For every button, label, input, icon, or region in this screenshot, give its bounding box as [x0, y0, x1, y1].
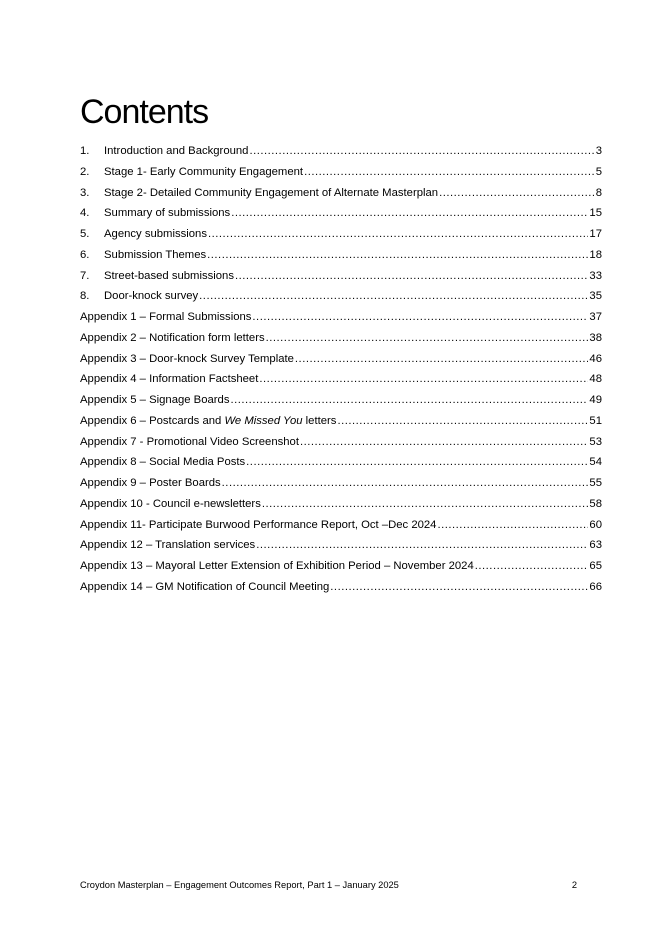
toc-entry-page-number: 46 — [589, 352, 602, 365]
toc-dot-leader — [337, 411, 588, 432]
toc-entry-title: Appendix 12 – Translation services — [80, 539, 256, 552]
toc-entry-page-number: 63 — [589, 539, 602, 552]
toc-entry-title: Appendix 1 – Formal Submissions — [80, 311, 252, 323]
footer-page-number: 2 — [571, 880, 577, 890]
toc-entry-number: 5. — [80, 228, 90, 240]
toc-entry-title: Appendix 11- Participate Burwood Performance Report, Oct –Dec 2024 — [80, 518, 437, 531]
toc-dot-leader — [230, 390, 588, 411]
toc-entry-number: 7. — [80, 269, 90, 282]
toc-entry[interactable] — [80, 183, 602, 204]
toc-dot-leader — [249, 141, 594, 162]
toc-entry[interactable] — [80, 473, 602, 494]
toc-entry-page-number: 48 — [589, 373, 602, 386]
toc-dot-leader — [199, 286, 588, 307]
toc-entry-page-number: 55 — [589, 477, 602, 489]
toc-entry[interactable] — [80, 556, 602, 577]
toc-entry[interactable] — [80, 369, 602, 390]
toc-dot-leader — [208, 224, 588, 245]
toc-entry-page-number: 54 — [589, 456, 602, 469]
toc-dot-leader — [437, 515, 588, 536]
toc-entry-number: 2. — [80, 165, 90, 178]
toc-entry-title: Submission Themes — [104, 248, 207, 261]
toc-entry-title: Appendix 8 – Social Media Posts — [80, 456, 246, 469]
toc-entry-title: Appendix 4 – Information Factsheet — [80, 373, 259, 386]
toc-entry[interactable] — [80, 515, 602, 536]
toc-entry-title-part: Appendix 6 – Postcards and — [80, 414, 225, 427]
toc-entry-title-italic: We Missed You — [224, 414, 303, 427]
toc-entry-title: Appendix 13 – Mayoral Letter Extension of Exhibition Period – November 2024 — [80, 560, 474, 572]
toc-entry-page-number: 37 — [589, 311, 602, 323]
toc-dot-leader — [295, 349, 589, 370]
toc-entry-page-number: 66 — [589, 580, 602, 593]
toc-dot-leader — [266, 328, 589, 349]
toc-entry-page-number: 51 — [589, 414, 602, 427]
toc-entry-title: Appendix 3 – Door-knock Survey Template — [80, 352, 294, 365]
toc-entry-title: Introduction and Background — [104, 145, 249, 157]
toc-entry-number: 6. — [80, 248, 90, 261]
toc-entry-page-number: 17 — [589, 228, 602, 240]
toc-entry[interactable] — [80, 141, 602, 162]
toc-entry[interactable] — [80, 390, 602, 411]
toc-entry-title: Appendix 7 - Promotional Video Screenshot — [80, 435, 299, 448]
toc-entry-title: Stage 1- Early Community Engagement — [104, 165, 304, 178]
toc-entry-number: 8. — [80, 290, 90, 303]
toc-dot-leader — [475, 556, 589, 577]
toc-dot-leader — [246, 452, 588, 473]
toc-entry-page-number: 18 — [589, 248, 602, 261]
toc-entry-number: 3. — [80, 186, 90, 199]
toc-dot-leader — [262, 494, 589, 515]
toc-entry-page-number: 3 — [595, 145, 602, 157]
toc-entry-page-number: 15 — [589, 207, 602, 220]
toc-entry-title: Agency submissions — [104, 228, 207, 240]
toc-dot-leader — [231, 203, 588, 224]
toc-dot-leader — [256, 535, 588, 556]
footer-text: Croydon Masterplan – Engagement Outcomes Report, Part 1 – January 2025 — [80, 880, 399, 890]
table-of-contents — [80, 141, 602, 598]
toc-dot-leader — [300, 432, 588, 453]
toc-entry[interactable] — [80, 224, 602, 245]
toc-dot-leader — [222, 473, 589, 494]
toc-dot-leader — [252, 307, 588, 328]
toc-entry-page-number: 35 — [589, 290, 602, 303]
toc-entry-page-number: 58 — [589, 497, 602, 510]
toc-dot-leader — [207, 245, 588, 266]
toc-entry-title: Summary of submissions — [104, 207, 231, 220]
toc-entry[interactable] — [80, 286, 602, 307]
toc-entry[interactable] — [80, 245, 602, 266]
page-footer — [80, 880, 577, 890]
toc-entry-page-number: 5 — [595, 165, 602, 178]
toc-entry-page-number: 49 — [589, 394, 602, 406]
toc-entry[interactable] — [80, 577, 602, 598]
toc-entry-number: 1. — [80, 145, 90, 157]
toc-entry-title-part: letters — [302, 414, 337, 427]
toc-dot-leader — [439, 183, 595, 204]
toc-dot-leader — [259, 369, 588, 390]
toc-entry[interactable] — [80, 452, 602, 473]
toc-entry-title: Door-knock survey — [104, 290, 199, 303]
toc-entry-title: Appendix 2 – Notification form letters — [80, 331, 265, 344]
toc-entry[interactable] — [80, 266, 602, 287]
toc-entry[interactable] — [80, 203, 602, 224]
toc-entry[interactable] — [80, 349, 602, 370]
toc-entry-number: 4. — [80, 207, 90, 220]
toc-entry-title: Stage 2- Detailed Community Engagement of Alternate Masterplan — [104, 186, 439, 199]
toc-entry-title: Appendix 10 - Council e-newsletters — [80, 497, 261, 510]
toc-entry[interactable] — [80, 535, 602, 556]
toc-entry-page-number: 38 — [589, 331, 602, 344]
toc-entry-page-number: 65 — [589, 560, 602, 572]
toc-entry-page-number: 53 — [589, 435, 602, 448]
toc-entry-title: Appendix 5 – Signage Boards — [80, 394, 230, 406]
toc-entry-page-number: 8 — [595, 186, 602, 199]
toc-entry[interactable] — [80, 307, 602, 328]
toc-entry-title — [80, 411, 336, 432]
toc-entry[interactable] — [80, 494, 602, 515]
toc-dot-leader — [304, 162, 595, 183]
toc-dot-leader — [235, 266, 588, 287]
toc-entry-page-number: 60 — [589, 518, 602, 531]
toc-entry[interactable] — [80, 328, 602, 349]
toc-dot-leader — [330, 577, 588, 598]
contents-heading: Contents — [80, 93, 209, 131]
toc-entry-title: Appendix 14 – GM Notification of Council Meeting — [80, 580, 330, 593]
toc-entry-title: Street-based submissions — [104, 269, 234, 282]
toc-entry-title: Appendix 9 – Poster Boards — [80, 477, 221, 489]
toc-entry[interactable] — [80, 432, 602, 453]
toc-entry-page-number: 33 — [589, 269, 602, 282]
toc-entry[interactable] — [80, 162, 602, 183]
toc-entry[interactable] — [80, 411, 602, 432]
